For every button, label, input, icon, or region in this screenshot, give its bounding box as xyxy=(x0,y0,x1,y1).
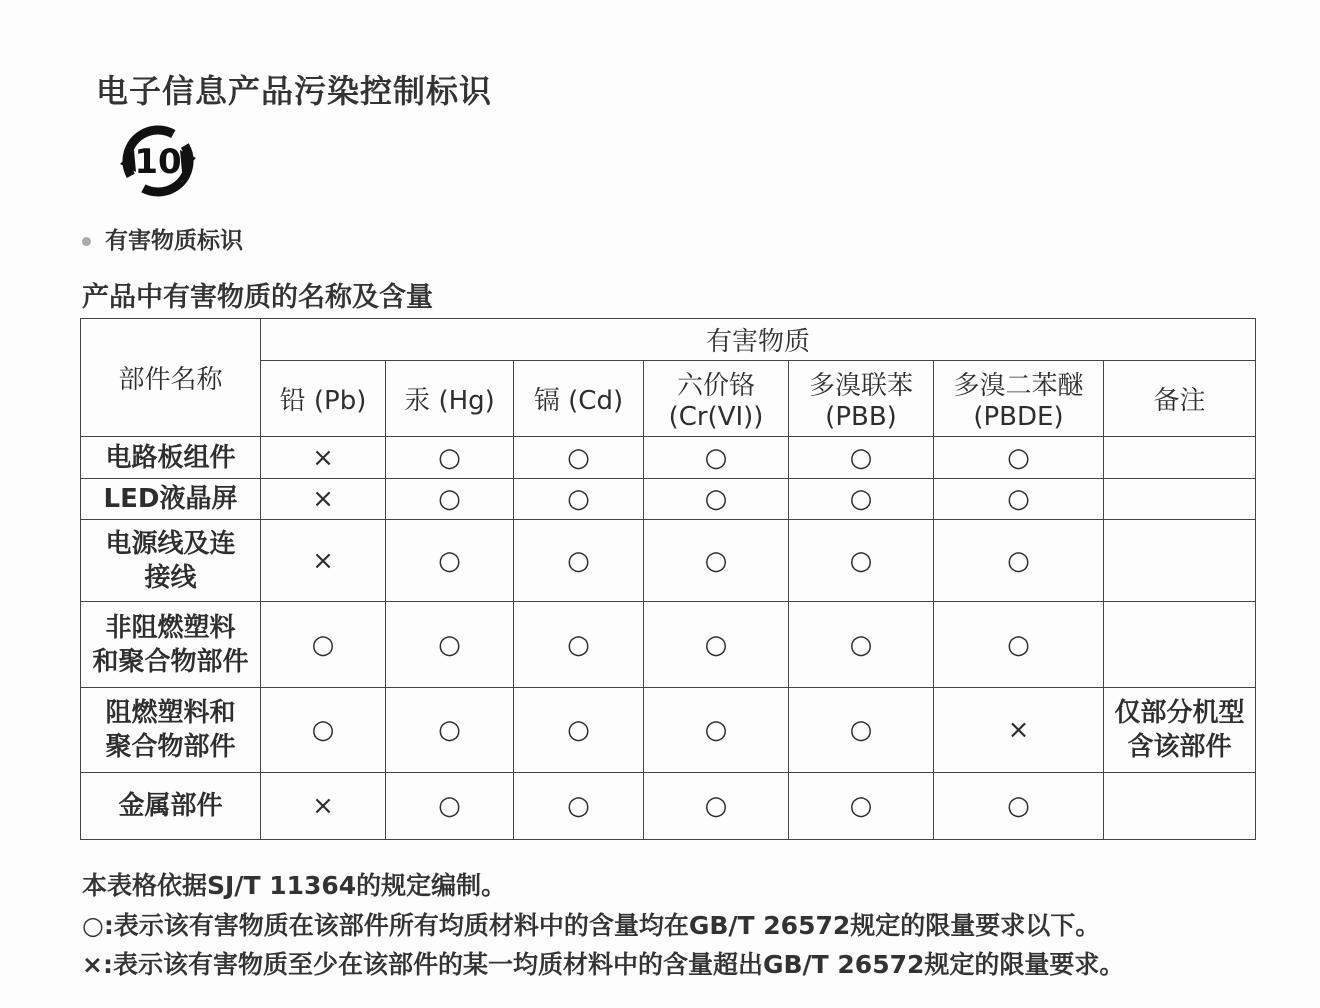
substance-mark-cell: ○ xyxy=(514,437,644,479)
part-name-cell: 电路板组件 xyxy=(81,437,261,479)
substance-mark-cell: ○ xyxy=(386,520,514,602)
substance-header: 多溴联苯 (PBB) xyxy=(789,361,934,437)
substance-mark-cell: ○ xyxy=(386,773,514,840)
note-cell xyxy=(1104,479,1256,520)
substance-mark-cell: ○ xyxy=(386,437,514,479)
table-row xyxy=(81,437,1256,479)
table-row xyxy=(81,520,1256,602)
note-cell xyxy=(1104,773,1256,840)
substance-mark-cell: × xyxy=(261,773,386,840)
substance-mark-cell: ○ xyxy=(644,773,789,840)
table-row xyxy=(81,688,1256,773)
logo-number: 10 xyxy=(134,142,182,182)
substance-mark-cell: ○ xyxy=(644,602,789,688)
part-name-header: 部件名称 xyxy=(81,319,261,437)
substance-mark-cell: ○ xyxy=(386,688,514,773)
table-row xyxy=(81,773,1256,840)
substance-header: 多溴二苯醚 (PBDE) xyxy=(934,361,1104,437)
substance-mark-cell: ○ xyxy=(514,520,644,602)
page-title: 电子信息产品污染控制标识 xyxy=(96,72,493,110)
substance-mark-cell: ○ xyxy=(789,479,934,520)
substance-mark-cell: ○ xyxy=(514,773,644,840)
table-title: 产品中有害物质的名称及含量 xyxy=(82,282,433,313)
substance-mark-cell: ○ xyxy=(934,479,1104,520)
table-row xyxy=(81,479,1256,520)
substance-mark-cell: ○ xyxy=(644,437,789,479)
note-cell xyxy=(1104,520,1256,602)
note-cell xyxy=(1104,602,1256,688)
substance-mark-cell: ○ xyxy=(644,520,789,602)
footer-basis-text: 本表格依据SJ/T 11364的规定编制。 xyxy=(82,871,507,900)
substance-mark-cell: ○ xyxy=(789,602,934,688)
section-label-text: 有害物质标识 xyxy=(105,228,243,254)
footer-circle-legend: ○:表示该有害物质在该部件所有均质材料中的含量均在GB/T 26572规定的限量要求以下。 xyxy=(82,911,1101,940)
part-name-cell: 阻燃塑料和 聚合物部件 xyxy=(81,688,261,773)
note-cell: 仅部分机型 含该部件 xyxy=(1104,688,1256,773)
substance-header: 镉 (Cd) xyxy=(514,361,644,437)
substance-header: 铅 (Pb) xyxy=(261,361,386,437)
section-label xyxy=(82,222,243,255)
table-row xyxy=(81,602,1256,688)
substance-mark-cell: ○ xyxy=(789,688,934,773)
part-name-cell: 电源线及连 接线 xyxy=(81,520,261,602)
substance-mark-cell: ○ xyxy=(514,602,644,688)
substance-mark-cell: ○ xyxy=(514,688,644,773)
part-name-cell: 非阻燃塑料 和聚合物部件 xyxy=(81,602,261,688)
substance-mark-cell: × xyxy=(261,520,386,602)
substance-mark-cell: ○ xyxy=(934,437,1104,479)
substance-mark-cell: ○ xyxy=(644,479,789,520)
substance-mark-cell: ○ xyxy=(261,688,386,773)
substance-mark-cell: ○ xyxy=(934,602,1104,688)
note-cell xyxy=(1104,437,1256,479)
substance-mark-cell: ○ xyxy=(386,479,514,520)
hazardous-substance-table xyxy=(80,318,1256,840)
substance-mark-cell: × xyxy=(261,437,386,479)
substance-mark-cell: × xyxy=(261,479,386,520)
substance-mark-cell: ○ xyxy=(789,773,934,840)
substance-mark-cell: ○ xyxy=(934,773,1104,840)
substance-mark-cell: ○ xyxy=(934,520,1104,602)
substance-mark-cell: ○ xyxy=(789,520,934,602)
part-name-cell: LED液晶屏 xyxy=(81,479,261,520)
substance-header: 六价铬 (Cr(VI)) xyxy=(644,361,789,437)
substance-header: 汞 (Hg) xyxy=(386,361,514,437)
substance-mark-cell: ○ xyxy=(644,688,789,773)
hazardous-substance-header: 有害物质 xyxy=(261,319,1256,361)
efup-10-years-icon xyxy=(114,120,202,202)
substance-mark-cell: ○ xyxy=(514,479,644,520)
bullet-dot-icon xyxy=(82,237,91,246)
part-name-cell: 金属部件 xyxy=(81,773,261,840)
substance-mark-cell: ○ xyxy=(789,437,934,479)
note-header: 备注 xyxy=(1104,361,1256,437)
footer-cross-legend: ×:表示该有害物质至少在该部件的某一均质材料中的含量超出GB/T 26572规定的限量要求。 xyxy=(82,950,1125,979)
substance-mark-cell: ○ xyxy=(261,602,386,688)
substance-mark-cell: × xyxy=(934,688,1104,773)
substance-mark-cell: ○ xyxy=(386,602,514,688)
